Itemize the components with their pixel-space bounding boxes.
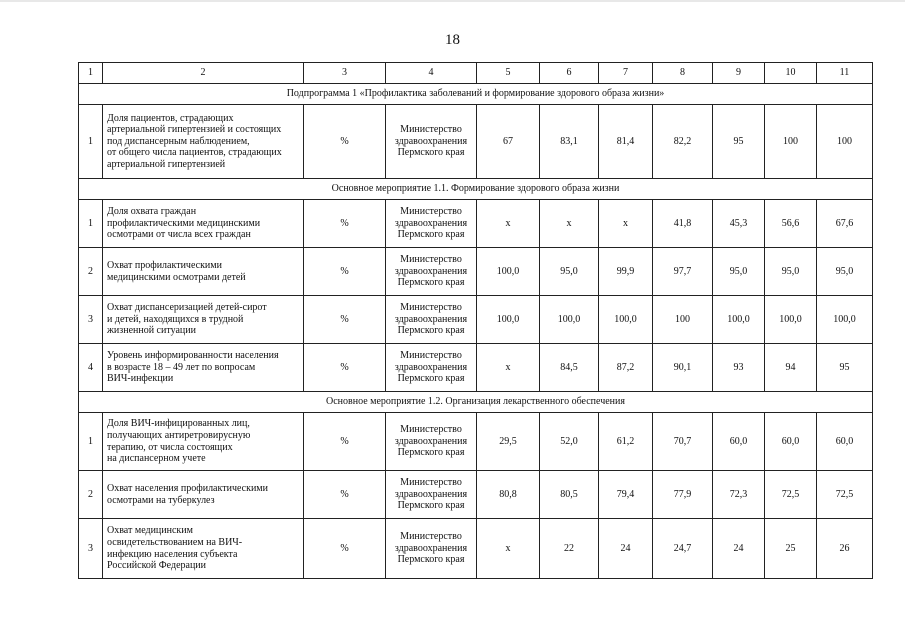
column-header: 2 [103,63,304,84]
row-number: 4 [79,344,103,392]
row-number: 1 [79,105,103,179]
value-cell: 87,2 [599,344,653,392]
page-top-edge [0,0,905,2]
value-cell: 77,9 [653,471,713,519]
subprogram-title: Подпрограмма 1 «Профилактика заболеваний и формирование здорового образа жизни» [79,84,873,105]
value-cell: 61,2 [599,413,653,471]
table-row [79,519,873,579]
subprogram-title-row [79,84,873,105]
value-cell: 97,7 [653,248,713,296]
indicator-name: Охват диспансеризацией детей-сирот и детей, находящихся в трудной жизненной ситуации [103,296,304,344]
value-cell: 100,0 [713,296,765,344]
value-cell: 90,1 [653,344,713,392]
value-cell: 60,0 [817,413,873,471]
responsible-org: Министерство здравоохранения Пермского края [386,105,477,179]
value-cell: х [540,200,599,248]
unit-cell: % [304,413,386,471]
indicator-name: Уровень информированности населения в возрасте 18 – 49 лет по вопросам ВИЧ-инфекции [103,344,304,392]
column-header: 11 [817,63,873,84]
page-number: 18 [445,32,460,48]
responsible-org: Министерство здравоохранения Пермского края [386,413,477,471]
unit-cell: % [304,248,386,296]
value-cell: 95 [817,344,873,392]
column-header: 6 [540,63,599,84]
value-cell: 100,0 [765,296,817,344]
value-cell: 24 [599,519,653,579]
value-cell: 100 [765,105,817,179]
value-cell: 95,0 [713,248,765,296]
value-cell: 56,6 [765,200,817,248]
value-cell: 100,0 [477,248,540,296]
value-cell: 80,5 [540,471,599,519]
value-cell: 100,0 [540,296,599,344]
column-number-row [79,63,873,84]
value-cell: 72,5 [765,471,817,519]
value-cell: 83,1 [540,105,599,179]
table-row [79,105,873,179]
value-cell: 41,8 [653,200,713,248]
column-header: 10 [765,63,817,84]
indicator-name: Охват профилактическими медицинскими осмотрами детей [103,248,304,296]
value-cell: 80,8 [477,471,540,519]
value-cell: 72,3 [713,471,765,519]
value-cell: 81,4 [599,105,653,179]
value-cell: х [477,200,540,248]
value-cell: х [599,200,653,248]
indicator-name: Охват населения профилактическими осмотрами на туберкулез [103,471,304,519]
value-cell: 100 [817,105,873,179]
value-cell: 70,7 [653,413,713,471]
unit-cell: % [304,105,386,179]
responsible-org: Министерство здравоохранения Пермского края [386,248,477,296]
table-row [79,413,873,471]
section-title-row [79,392,873,413]
column-header: 9 [713,63,765,84]
row-number: 3 [79,519,103,579]
value-cell: 29,5 [477,413,540,471]
value-cell: 100 [653,296,713,344]
value-cell: 82,2 [653,105,713,179]
value-cell: 67 [477,105,540,179]
indicator-name: Доля ВИЧ-инфицированных лиц, получающих антиретровирусную терапию, от числа состоящих на диспансерном учете [103,413,304,471]
value-cell: 94 [765,344,817,392]
value-cell: 95 [713,105,765,179]
unit-cell: % [304,519,386,579]
value-cell: 52,0 [540,413,599,471]
value-cell: 93 [713,344,765,392]
row-number: 3 [79,296,103,344]
value-cell: 24,7 [653,519,713,579]
section-1-1-title: Основное мероприятие 1.1. Формирование здорового образа жизни [79,179,873,200]
value-cell: 79,4 [599,471,653,519]
unit-cell: % [304,344,386,392]
value-cell: х [477,344,540,392]
value-cell: 99,9 [599,248,653,296]
column-header: 7 [599,63,653,84]
unit-cell: % [304,471,386,519]
responsible-org: Министерство здравоохранения Пермского края [386,296,477,344]
responsible-org: Министерство здравоохранения Пермского края [386,519,477,579]
indicator-name: Доля охвата граждан профилактическими медицинскими осмотрами от числа всех граждан [103,200,304,248]
value-cell: 60,0 [765,413,817,471]
table-row [79,296,873,344]
row-number: 2 [79,471,103,519]
value-cell: 45,3 [713,200,765,248]
column-header: 8 [653,63,713,84]
unit-cell: % [304,296,386,344]
responsible-org: Министерство здравоохранения Пермского края [386,344,477,392]
column-header: 3 [304,63,386,84]
indicators-table [78,62,873,579]
value-cell: 100,0 [817,296,873,344]
value-cell: 95,0 [540,248,599,296]
table-row [79,471,873,519]
responsible-org: Министерство здравоохранения Пермского края [386,471,477,519]
value-cell: 60,0 [713,413,765,471]
value-cell: 100,0 [599,296,653,344]
value-cell: 24 [713,519,765,579]
indicator-name: Охват медицинским освидетельствованием на ВИЧ- инфекцию населения субъекта Российской Федерации [103,519,304,579]
table-row [79,344,873,392]
column-header: 5 [477,63,540,84]
value-cell: 72,5 [817,471,873,519]
column-header: 1 [79,63,103,84]
value-cell: 67,6 [817,200,873,248]
value-cell: 22 [540,519,599,579]
section-title-row [79,179,873,200]
value-cell: 100,0 [477,296,540,344]
value-cell: 84,5 [540,344,599,392]
column-header: 4 [386,63,477,84]
section-1-2-title: Основное мероприятие 1.2. Организация лекарственного обеспечения [79,392,873,413]
row-number: 2 [79,248,103,296]
indicator-name: Доля пациентов, страдающих артериальной гипертензией и состоящих под диспансерным наблюдением, от общего числа пациентов, страдающих артериальной гипертензией [103,105,304,179]
row-number: 1 [79,413,103,471]
value-cell: 95,0 [817,248,873,296]
value-cell: х [477,519,540,579]
table-row [79,248,873,296]
value-cell: 26 [817,519,873,579]
row-number: 1 [79,200,103,248]
value-cell: 95,0 [765,248,817,296]
table-row [79,200,873,248]
responsible-org: Министерство здравоохранения Пермского края [386,200,477,248]
value-cell: 25 [765,519,817,579]
unit-cell: % [304,200,386,248]
